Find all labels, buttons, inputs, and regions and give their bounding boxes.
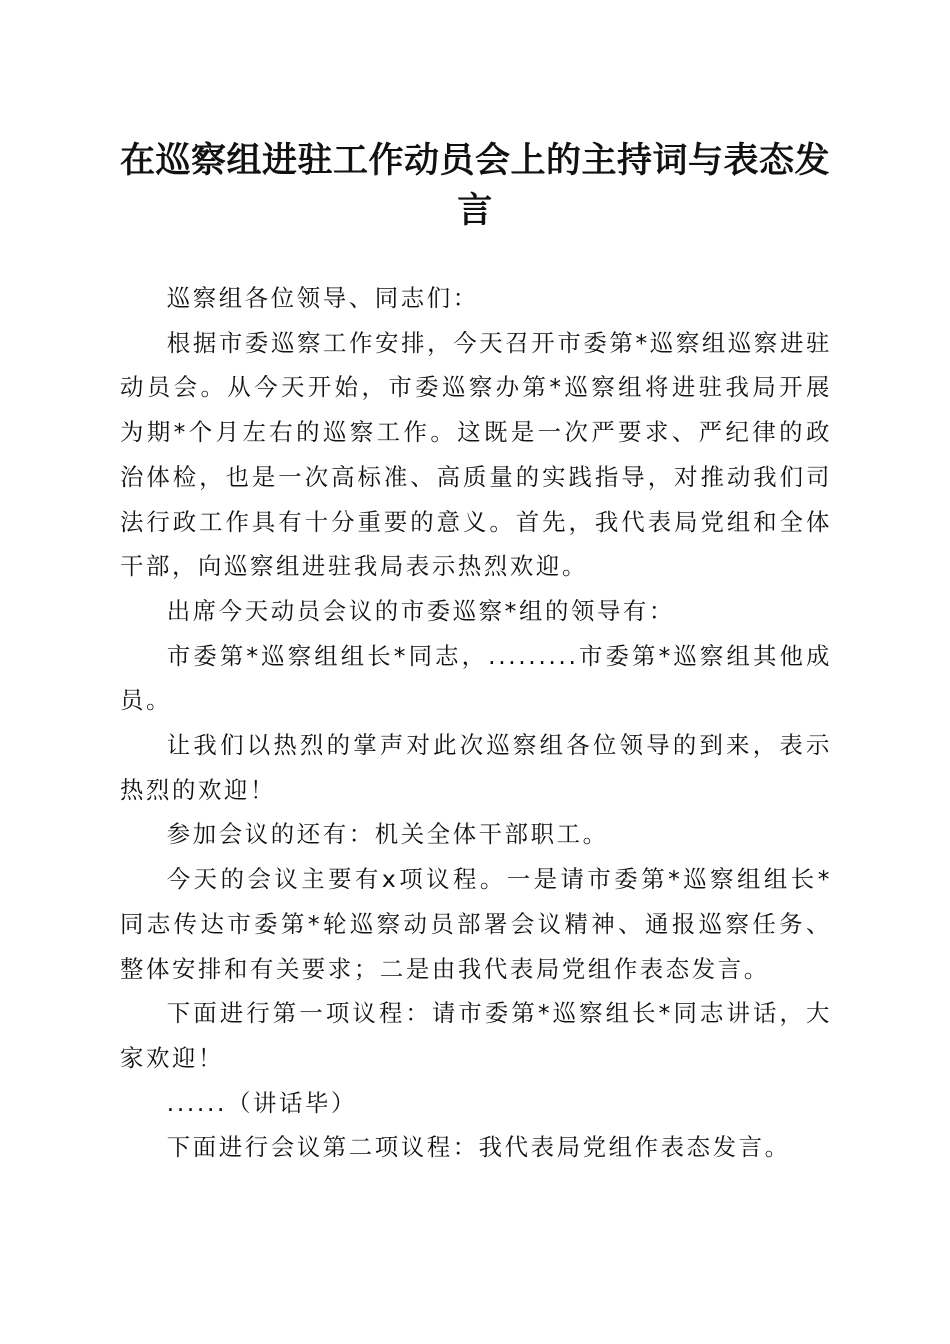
paragraph-agenda: 今天的会议主要有x项议程。一是请市委第*巡察组组长*同志传达市委第*轮巡察动员部署会议精神、通报巡察任务、整体安排和有关要求；二是由我代表局党组作表态发言。: [120, 865, 832, 983]
paragraph-introduction: 根据市委巡察工作安排，今天召开市委第*巡察组巡察进驻动员会。从今天开始，市委巡察办第*巡察组将进驻我局开展为期*个月左右的巡察工作。这既是一次严要求、严纪律的政治体检，也是一次高标准、高质量的实践指导，对推动我们司法行政工作具有十分重要的意义。首先，我代表局党组和全体干部，向巡察组进驻我局表示热烈欢迎。: [120, 328, 832, 581]
document-title: 在巡察组进驻工作动员会上的主持词与表态发言: [119, 140, 830, 231]
paragraph-speech-end: ......（讲话毕）: [166, 1088, 357, 1117]
paragraph-participants: 参加会议的还有：机关全体干部职工。: [166, 820, 609, 849]
document-body: [120, 276, 832, 1170]
paragraph-attending-leaders: 出席今天动员会议的市委巡察*组的领导有：: [166, 596, 675, 625]
paragraph-first-item: 下面进行第一项议程：请市委第*巡察组长*同志讲话，大家欢迎！: [120, 999, 832, 1072]
paragraph-welcome: 让我们以热烈的掌声对此次巡察组各位领导的到来，表示热烈的欢迎！: [120, 731, 832, 804]
paragraph-leader-list: 市委第*巡察组组长*同志，.........市委第*巡察组其他成员。: [120, 641, 832, 715]
paragraph-second-item: 下面进行会议第二项议程：我代表局党组作表态发言。: [166, 1133, 791, 1162]
paragraph-salutation: 巡察组各位领导、同志们：: [166, 284, 479, 312]
